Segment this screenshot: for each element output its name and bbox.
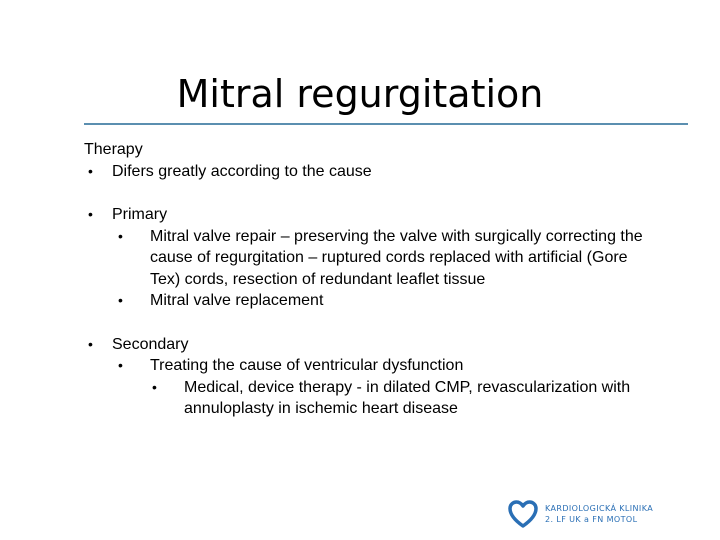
title-divider bbox=[84, 123, 688, 125]
slide-title: Mitral regurgitation bbox=[176, 72, 544, 116]
logo-line-1: KARDIOLOGICKÁ KLINIKA bbox=[545, 504, 654, 513]
bullet-icon: • bbox=[152, 378, 157, 395]
list-item-cause bbox=[84, 161, 644, 183]
secondary-text: Secondary bbox=[112, 335, 189, 353]
bullet-icon: • bbox=[88, 162, 93, 179]
list-item-treating bbox=[84, 355, 644, 377]
primary-text: Primary bbox=[112, 206, 168, 223]
list-item-repair bbox=[84, 226, 644, 291]
repair-text: Mitral valve repair – preserving the valve with surgically correcting the cause of regurgitation – ruptured cords replaced with artificial (Gore Tex) cords, resection of redundant leaflet tissue bbox=[150, 227, 643, 288]
logo-text bbox=[545, 503, 653, 525]
bullet-icon: • bbox=[88, 335, 93, 352]
logo-line-2: 2. LF UK a FN MOTOL bbox=[545, 515, 638, 524]
therapy-heading: Therapy bbox=[84, 141, 143, 158]
treating-text: Treating the cause of ventricular dysfunction bbox=[150, 357, 464, 374]
list-item-replacement bbox=[84, 290, 644, 312]
replacement-text: Mitral valve replacement bbox=[150, 292, 324, 309]
bullet-icon: • bbox=[118, 227, 123, 244]
bullet-icon: • bbox=[118, 357, 123, 373]
list-item-primary bbox=[84, 204, 644, 226]
list-item-medical bbox=[84, 377, 644, 420]
list-item-secondary bbox=[84, 334, 644, 356]
bullet-icon: • bbox=[118, 292, 123, 308]
cause-text: Difers greatly according to the cause bbox=[112, 162, 372, 180]
slide-body bbox=[84, 139, 644, 420]
heart-icon bbox=[507, 498, 539, 530]
clinic-logo bbox=[507, 497, 667, 531]
medical-text: Medical, device therapy - in dilated CMP, revascularization with annuloplasty in ischemic heart disease bbox=[184, 378, 631, 417]
bullet-icon: • bbox=[88, 206, 93, 222]
